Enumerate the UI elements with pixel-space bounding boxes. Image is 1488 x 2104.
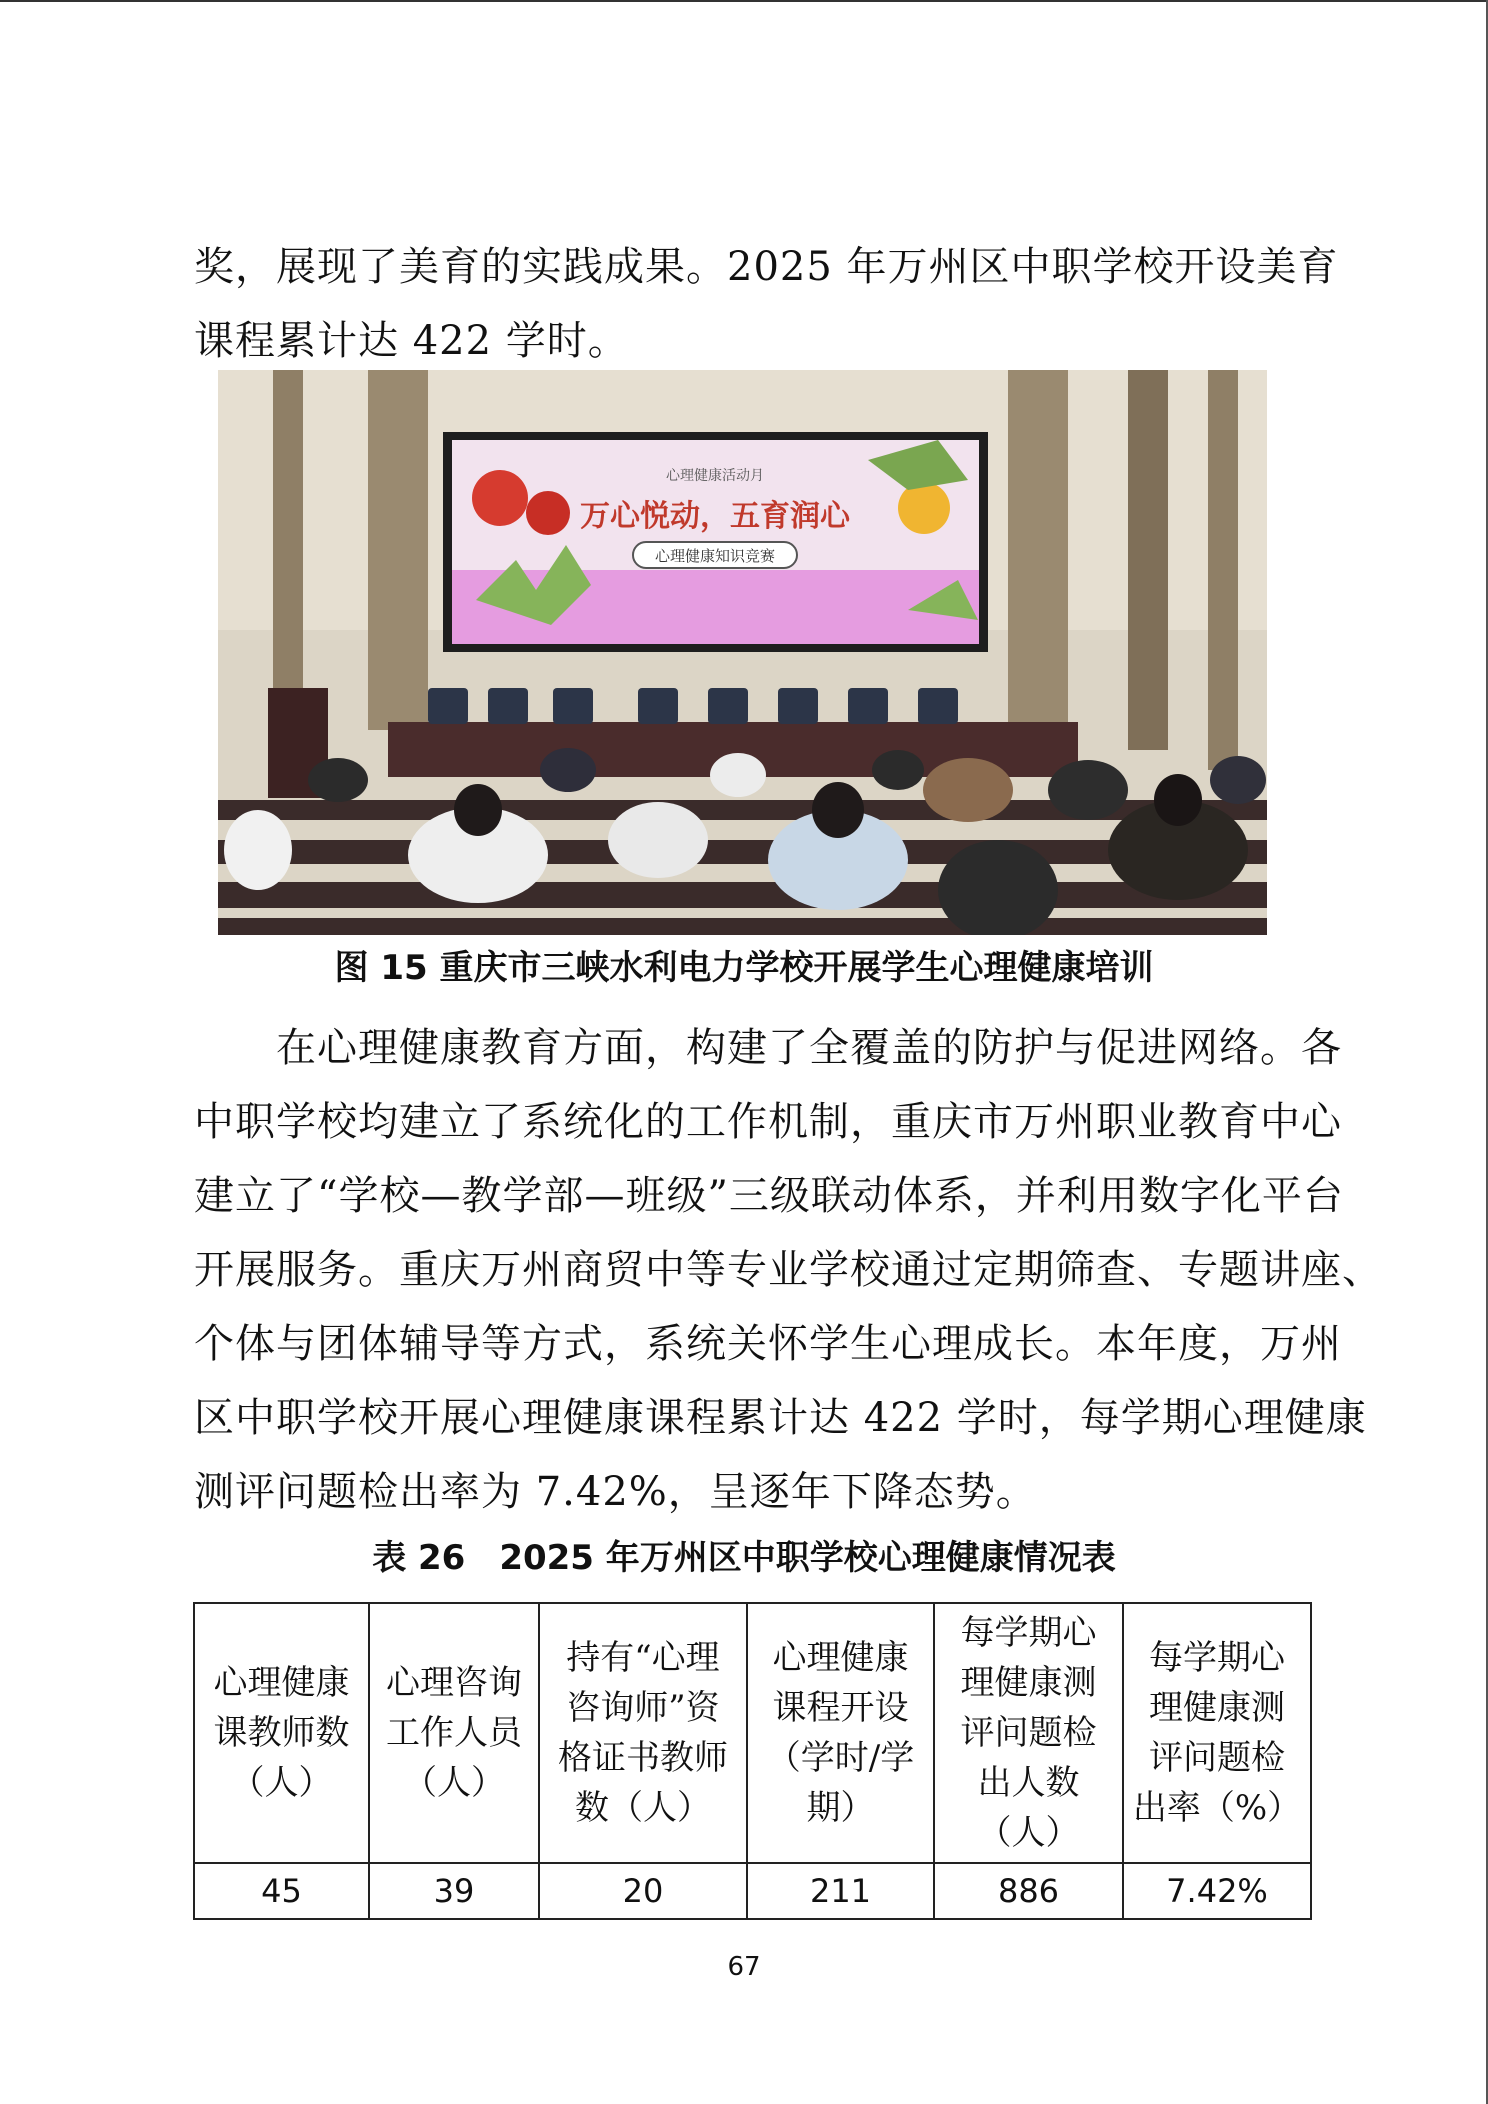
text-line: 区中职学校开展心理健康课程累计达 422 学时，每学期心理健康 [194,1395,1367,1441]
header-cell: 心理健康 课教师数 （人） [194,1603,369,1863]
table-row [194,1863,1311,1919]
table-header-row [194,1603,1311,1863]
table-cell: 886 [934,1863,1123,1919]
table-cell: 211 [747,1863,934,1919]
text-line: 个体与团体辅导等方式，系统关怀学生心理成长。本年度，万州 [194,1321,1342,1367]
screen-text-1: 心理健康活动月 [666,468,764,484]
table-cell: 7.42% [1123,1863,1311,1919]
intro-paragraph [194,230,1339,378]
training-photo [218,370,1267,935]
screen-text-2: 万心悦动，五育润心 [580,499,850,534]
figure-caption: 图 15 重庆市三峡水利电力学校开展学生心理健康培训 [334,948,1154,988]
text-line: 测评问题检出率为 7.42%，呈逐年下降态势。 [194,1469,1037,1515]
text-line: 开展服务。重庆万州商贸中等专业学校通过定期筛查、专题讲座、 [194,1247,1383,1293]
header-cell: 心理咨询 工作人员 （人） [369,1603,539,1863]
text-line: 建立了“学校—教学部—班级”三级联动体系，并利用数字化平台 [194,1173,1344,1219]
text-line: 在心理健康教育方面，构建了全覆盖的防护与促进网络。各 [194,1025,1342,1071]
table-title: 表 26 2025 年万州区中职学校心理健康情况表 [372,1538,1116,1578]
table-cell: 39 [369,1863,539,1919]
text-line: 课程累计达 422 学时。 [194,318,629,364]
page-number: 67 [727,1952,761,1982]
mental-health-table [193,1602,1312,1920]
header-cell: 每学期心 理健康测 评问题检 出人数 （人） [934,1603,1123,1863]
header-cell: 心理健康 课程开设 （学时/学 期） [747,1603,934,1863]
header-cell: 每学期心 理健康测 评问题检 出率（%） [1123,1603,1311,1863]
screen-text-3: 心理健康知识竞赛 [654,547,776,565]
table-cell: 20 [539,1863,747,1919]
photo-illustration [218,370,1267,935]
text-line: 中职学校均建立了系统化的工作机制，重庆市万州职业教育中心 [194,1099,1342,1145]
table-cell: 45 [194,1863,369,1919]
body-paragraph [194,1011,1383,1529]
header-cell: 持有“心理 咨询师”资 格证书教师 数（人） [539,1603,747,1863]
text-line: 奖，展现了美育的实践成果。2025 年万州区中职学校开设美育 [194,244,1339,290]
top-border [0,0,1488,2]
